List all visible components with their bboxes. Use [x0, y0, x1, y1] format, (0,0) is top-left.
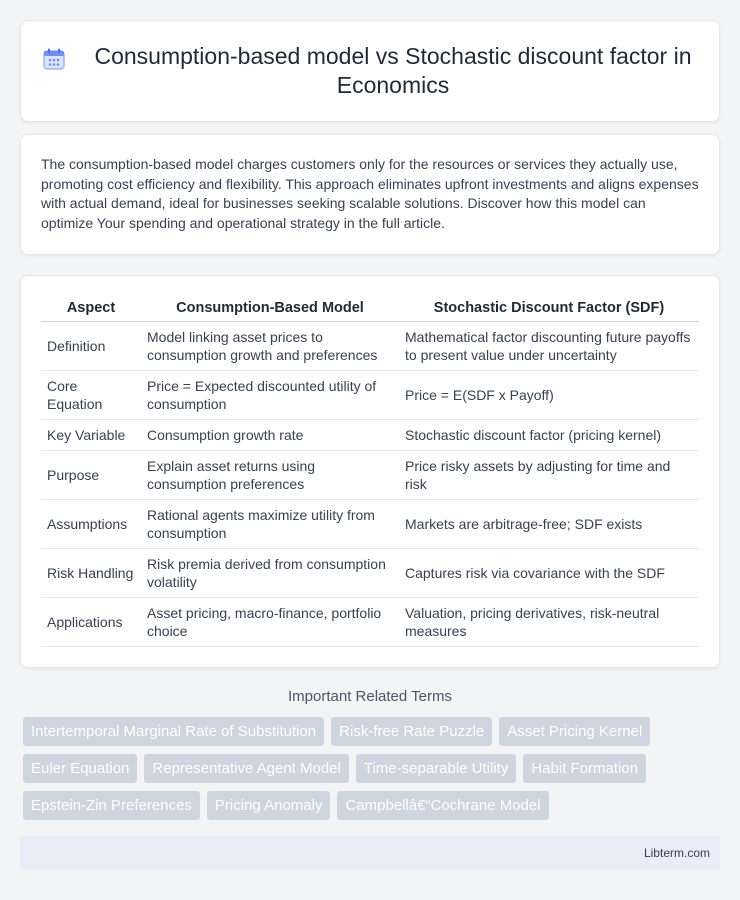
- intro-text: The consumption-based model charges customers only for the resources or services they actually use, promoting cost efficiency and flexibility. This approach eliminates upfront investments and aligns expenses with actual demand, ideal for businesses seeking scalable solutions. Discover how this model can optimize Your spending and operational strategy in the full article.: [41, 156, 699, 231]
- aspect-cell: Applications: [41, 597, 141, 646]
- related-term-tag[interactable]: Epstein-Zin Preferences: [23, 791, 200, 820]
- table-row: [41, 548, 699, 597]
- related-terms-list: [20, 717, 720, 828]
- related-term-tag[interactable]: Risk-free Rate Puzzle: [331, 717, 492, 746]
- aspect-cell: Assumptions: [41, 499, 141, 548]
- consumption-model-cell: Model linking asset prices to consumption growth and preferences: [141, 321, 399, 370]
- related-terms-section: [20, 688, 720, 828]
- column-header-sdf: Stochastic Discount Factor (SDF): [399, 296, 699, 321]
- footer: [20, 836, 720, 870]
- related-term-tag[interactable]: Campbellâ€“Cochrane Model: [337, 791, 548, 820]
- calendar-icon: [41, 46, 67, 72]
- aspect-cell: Definition: [41, 321, 141, 370]
- consumption-model-cell: Rational agents maximize utility from consumption: [141, 499, 399, 548]
- page-title: Consumption-based model vs Stochastic discount factor in Economics: [94, 43, 692, 98]
- table-row: [41, 499, 699, 548]
- table-row: [41, 321, 699, 370]
- sdf-cell: Mathematical factor discounting future payoffs to present value under uncertainty: [399, 321, 699, 370]
- comparison-table: [41, 296, 699, 647]
- aspect-cell: Purpose: [41, 450, 141, 499]
- related-term-tag[interactable]: Asset Pricing Kernel: [499, 717, 650, 746]
- table-row: [41, 370, 699, 419]
- related-term-tag[interactable]: Representative Agent Model: [144, 754, 348, 783]
- aspect-cell: Risk Handling: [41, 548, 141, 597]
- aspect-cell: Key Variable: [41, 419, 141, 450]
- related-terms-heading: Important Related Terms: [288, 687, 452, 705]
- sdf-cell: Stochastic discount factor (pricing kernel): [399, 419, 699, 450]
- related-term-tag[interactable]: Pricing Anomaly: [207, 791, 331, 820]
- table-row: [41, 597, 699, 646]
- sdf-cell: Markets are arbitrage-free; SDF exists: [399, 499, 699, 548]
- aspect-cell: Core Equation: [41, 370, 141, 419]
- table-row: [41, 419, 699, 450]
- footer-site-link[interactable]: Libterm.com: [643, 845, 710, 860]
- table-row: [41, 450, 699, 499]
- sdf-cell: Captures risk via covariance with the SDF: [399, 548, 699, 597]
- consumption-model-cell: Price = Expected discounted utility of consumption: [141, 370, 399, 419]
- related-term-tag[interactable]: Time-separable Utility: [356, 754, 517, 783]
- column-header-consumption-model: Consumption-Based Model: [141, 296, 399, 321]
- related-term-tag[interactable]: Euler Equation: [23, 754, 137, 783]
- sdf-cell: Valuation, pricing derivatives, risk-neutral measures: [399, 597, 699, 646]
- column-header-aspect: Aspect: [41, 296, 141, 321]
- consumption-model-cell: Consumption growth rate: [141, 419, 399, 450]
- table-header-row: [41, 296, 699, 321]
- title-card: [20, 20, 720, 122]
- consumption-model-cell: Risk premia derived from consumption volatility: [141, 548, 399, 597]
- sdf-cell: Price = E(SDF x Payoff): [399, 370, 699, 419]
- related-term-tag[interactable]: Habit Formation: [523, 754, 646, 783]
- intro-card: [20, 134, 720, 255]
- comparison-table-card: [20, 275, 720, 668]
- related-term-tag[interactable]: Intertemporal Marginal Rate of Substitution: [23, 717, 324, 746]
- consumption-model-cell: Asset pricing, macro-finance, portfolio choice: [141, 597, 399, 646]
- sdf-cell: Price risky assets by adjusting for time and risk: [399, 450, 699, 499]
- consumption-model-cell: Explain asset returns using consumption preferences: [141, 450, 399, 499]
